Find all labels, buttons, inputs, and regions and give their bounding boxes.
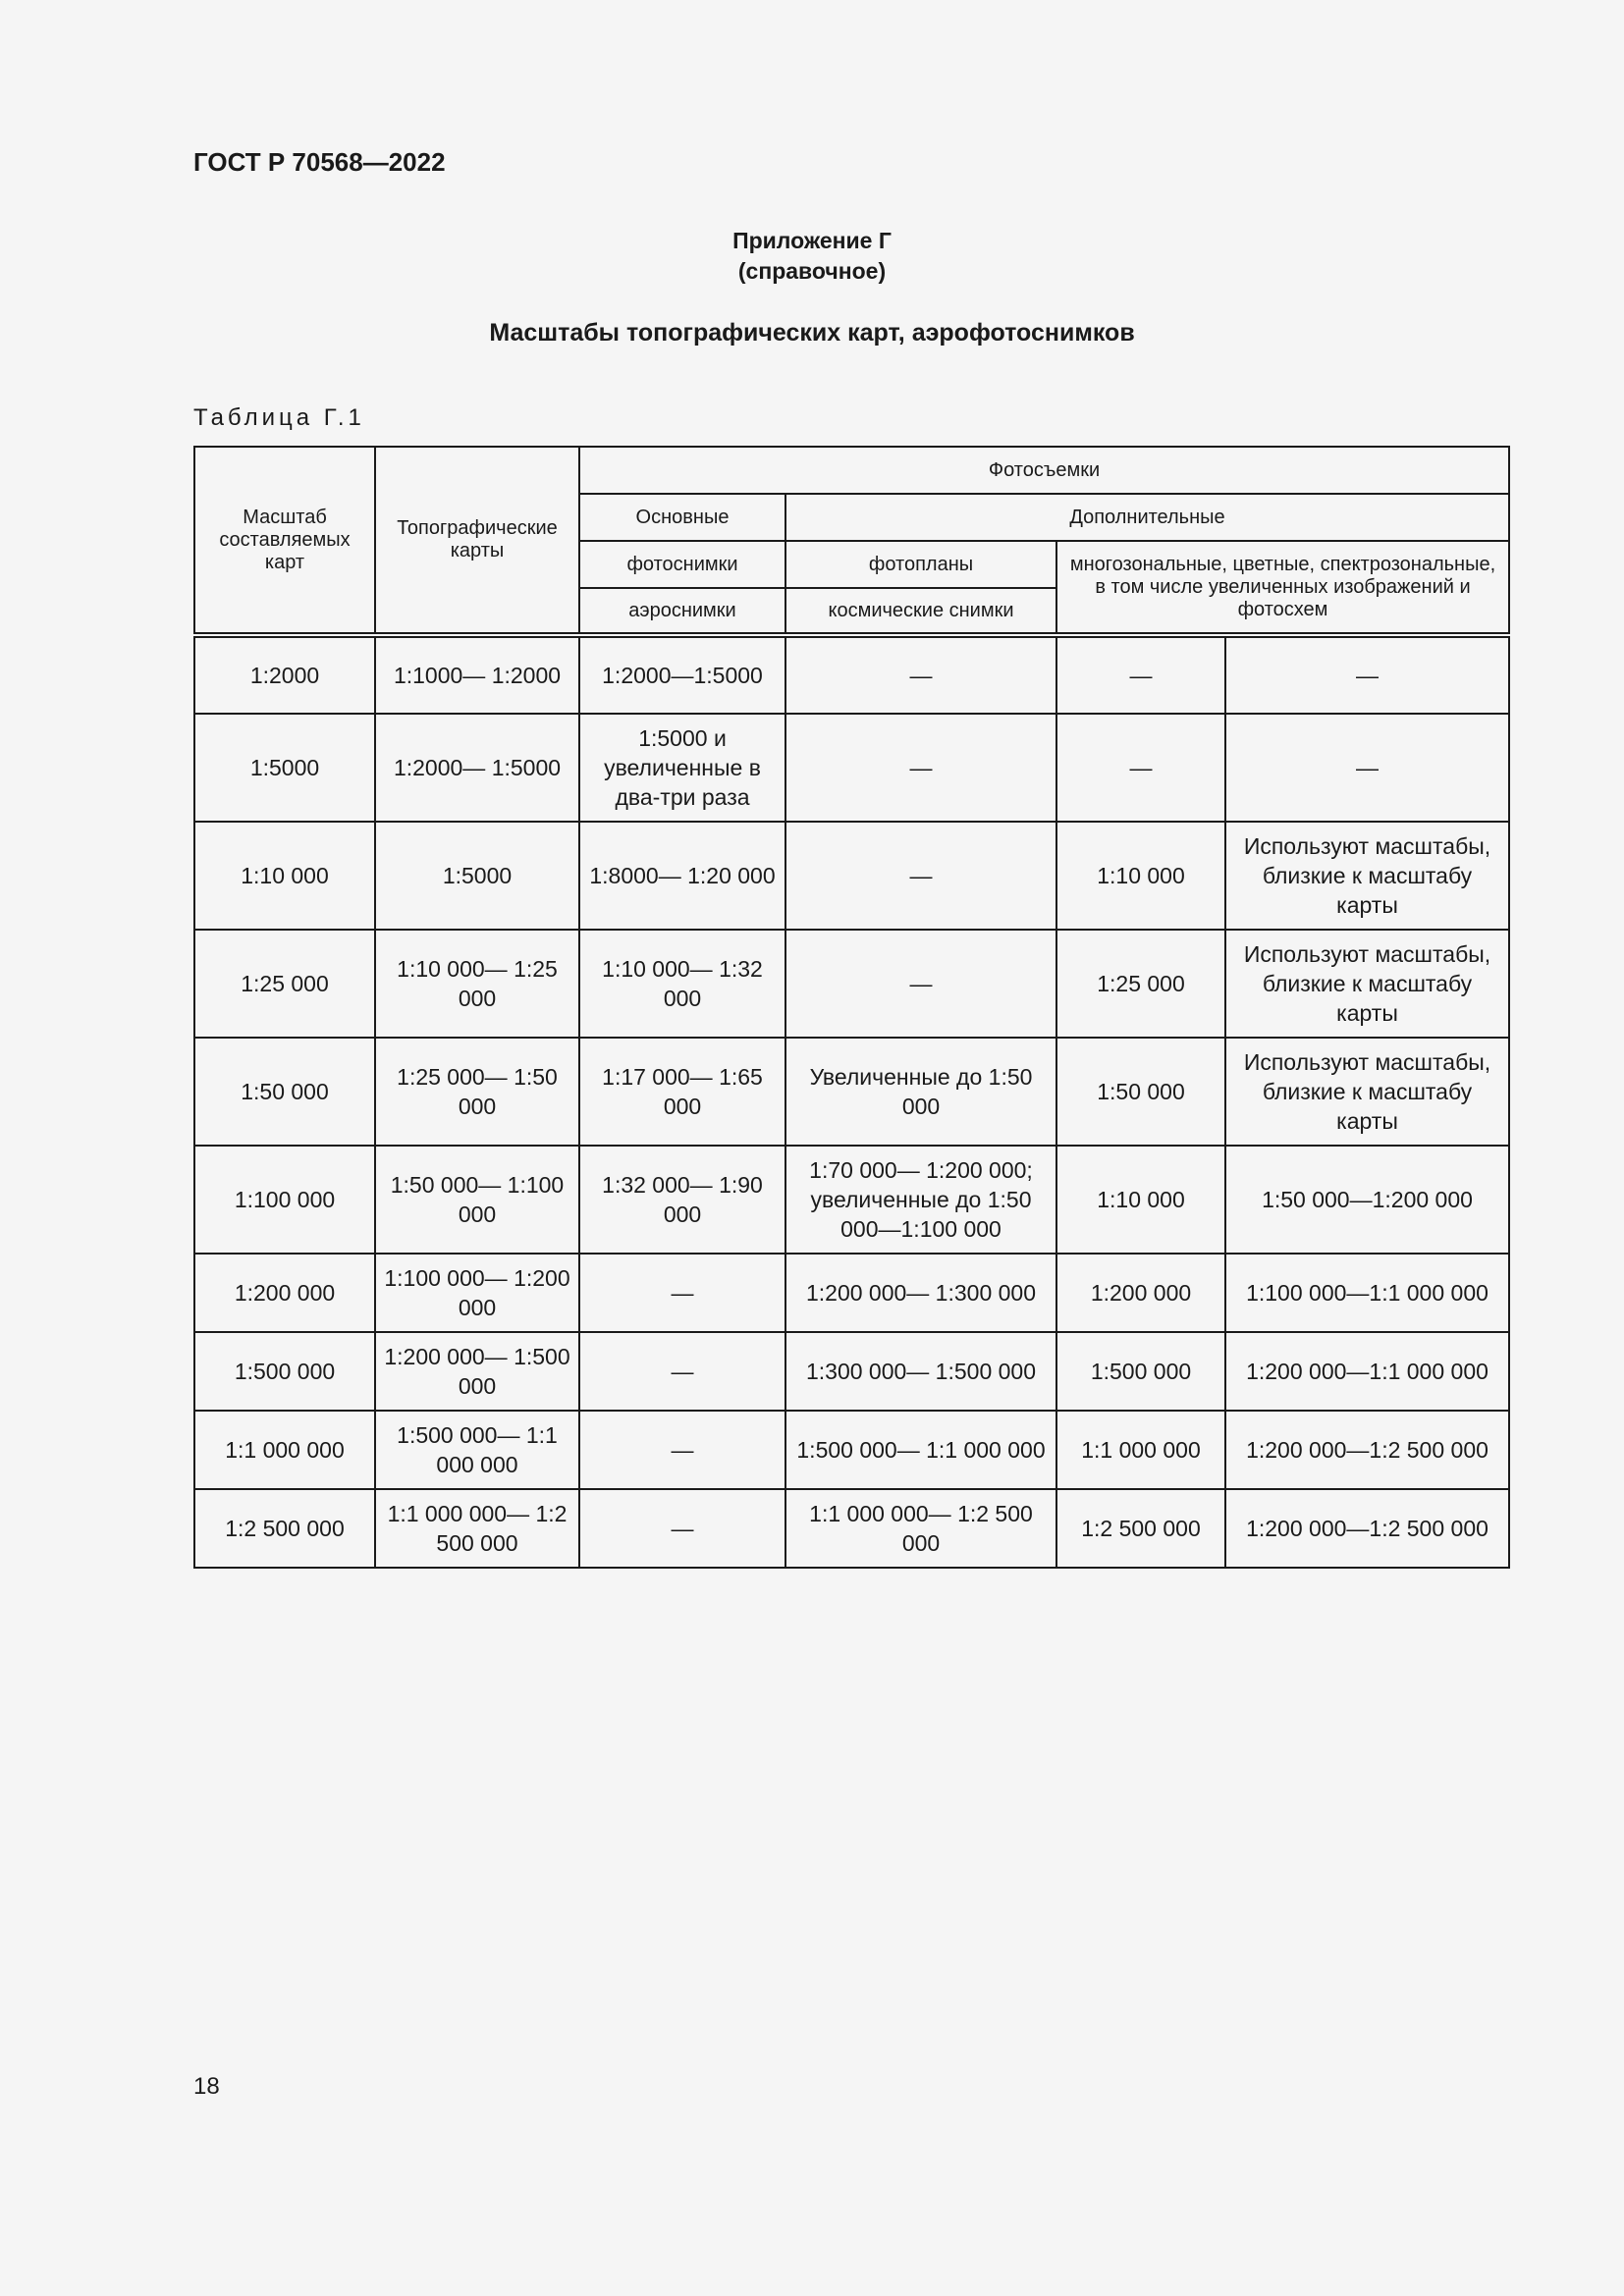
cell-topo: 1:2000— 1:5000: [375, 714, 579, 822]
cell-additional-a: 1:25 000: [1056, 930, 1225, 1038]
header-photos: фотоснимки: [579, 541, 785, 588]
appendix-heading: [0, 226, 1624, 287]
cell-topo: 1:50 000— 1:100 000: [375, 1146, 579, 1254]
cell-additional-b: Используют масштабы, близкие к масштабу карты: [1225, 822, 1509, 930]
table-row: [194, 714, 1509, 822]
cell-main: —: [579, 1332, 785, 1411]
cell-photoplans: 1:300 000— 1:500 000: [785, 1332, 1056, 1411]
header-topo: Топографические карты: [375, 447, 579, 635]
table-body: [194, 635, 1509, 1568]
header-main: Основные: [579, 494, 785, 541]
cell-main: —: [579, 1254, 785, 1332]
cell-scale: 1:10 000: [194, 822, 375, 930]
cell-scale: 1:50 000: [194, 1038, 375, 1146]
cell-main: 1:32 000— 1:90 000: [579, 1146, 785, 1254]
appendix-subtitle: (справочное): [737, 258, 887, 284]
cell-additional-b: 1:200 000—1:2 500 000: [1225, 1489, 1509, 1568]
cell-photoplans: —: [785, 635, 1056, 714]
table-row: [194, 1489, 1509, 1568]
table-row: [194, 635, 1509, 714]
document-code: ГОСТ Р 70568—2022: [193, 147, 446, 177]
cell-additional-a: 1:10 000: [1056, 1146, 1225, 1254]
cell-additional-b: Используют масштабы, близкие к масштабу карты: [1225, 1038, 1509, 1146]
cell-topo: 1:100 000— 1:200 000: [375, 1254, 579, 1332]
cell-photoplans: 1:1 000 000— 1:2 500 000: [785, 1489, 1056, 1568]
cell-main: 1:17 000— 1:65 000: [579, 1038, 785, 1146]
cell-additional-a: —: [1056, 714, 1225, 822]
table-row: [194, 1332, 1509, 1411]
cell-scale: 1:2000: [194, 635, 375, 714]
cell-scale: 1:5000: [194, 714, 375, 822]
header-additional: Дополнительные: [785, 494, 1509, 541]
header-photo: Фотосъемки: [579, 447, 1509, 494]
cell-scale: 1:25 000: [194, 930, 375, 1038]
cell-main: 1:10 000— 1:32 000: [579, 930, 785, 1038]
cell-scale: 1:2 500 000: [194, 1489, 375, 1568]
cell-scale: 1:1 000 000: [194, 1411, 375, 1489]
cell-additional-b: 1:100 000—1:1 000 000: [1225, 1254, 1509, 1332]
header-space: космические снимки: [785, 588, 1056, 635]
table-row: [194, 930, 1509, 1038]
scales-table: [193, 446, 1510, 1569]
cell-topo: 1:200 000— 1:500 000: [375, 1332, 579, 1411]
table-row: [194, 1146, 1509, 1254]
cell-additional-b: Используют масштабы, близкие к масштабу карты: [1225, 930, 1509, 1038]
cell-additional-a: 1:200 000: [1056, 1254, 1225, 1332]
cell-photoplans: 1:200 000— 1:300 000: [785, 1254, 1056, 1332]
header-multizonal: многозональные, цветные, спектрозональные, в том числе увеличенных изображений и фотосхем: [1056, 541, 1509, 635]
cell-topo: 1:5000: [375, 822, 579, 930]
table-row: [194, 1254, 1509, 1332]
cell-main: 1:5000 и увеличенные в два-три раза: [579, 714, 785, 822]
cell-topo: 1:500 000— 1:1 000 000: [375, 1411, 579, 1489]
header-scale: Масштаб составляемых карт: [194, 447, 375, 635]
cell-additional-a: —: [1056, 635, 1225, 714]
table-label: Таблица Г.1: [193, 404, 365, 431]
cell-additional-b: —: [1225, 714, 1509, 822]
cell-additional-b: 1:200 000—1:2 500 000: [1225, 1411, 1509, 1489]
page-number: 18: [193, 2073, 220, 2100]
header-photoplans: фотопланы: [785, 541, 1056, 588]
cell-photoplans: —: [785, 930, 1056, 1038]
cell-topo: 1:1 000 000— 1:2 500 000: [375, 1489, 579, 1568]
cell-photoplans: 1:500 000— 1:1 000 000: [785, 1411, 1056, 1489]
cell-photoplans: —: [785, 714, 1056, 822]
table-row: [194, 1038, 1509, 1146]
cell-additional-a: 1:1 000 000: [1056, 1411, 1225, 1489]
cell-additional-b: 1:50 000—1:200 000: [1225, 1146, 1509, 1254]
cell-main: —: [579, 1411, 785, 1489]
table-row: [194, 822, 1509, 930]
cell-additional-a: 1:50 000: [1056, 1038, 1225, 1146]
cell-scale: 1:200 000: [194, 1254, 375, 1332]
appendix-title: Приложение Г: [732, 228, 892, 253]
cell-scale: 1:500 000: [194, 1332, 375, 1411]
cell-photoplans: Увеличенные до 1:50 000: [785, 1038, 1056, 1146]
table-header: [194, 447, 1509, 635]
cell-additional-b: 1:200 000—1:1 000 000: [1225, 1332, 1509, 1411]
cell-additional-a: 1:2 500 000: [1056, 1489, 1225, 1568]
cell-additional-a: 1:500 000: [1056, 1332, 1225, 1411]
cell-main: —: [579, 1489, 785, 1568]
document-title: Масштабы топографических карт, аэрофотоснимков: [489, 319, 1135, 347]
cell-topo: 1:10 000— 1:25 000: [375, 930, 579, 1038]
cell-additional-a: 1:10 000: [1056, 822, 1225, 930]
cell-topo: 1:25 000— 1:50 000: [375, 1038, 579, 1146]
table-row: [194, 1411, 1509, 1489]
cell-main: 1:8000— 1:20 000: [579, 822, 785, 930]
cell-scale: 1:100 000: [194, 1146, 375, 1254]
cell-main: 1:2000—1:5000: [579, 635, 785, 714]
cell-additional-b: —: [1225, 635, 1509, 714]
cell-topo: 1:1000— 1:2000: [375, 635, 579, 714]
header-aerial: аэроснимки: [579, 588, 785, 635]
cell-photoplans: 1:70 000— 1:200 000; увеличенные до 1:50 000—1:100 000: [785, 1146, 1056, 1254]
cell-photoplans: —: [785, 822, 1056, 930]
